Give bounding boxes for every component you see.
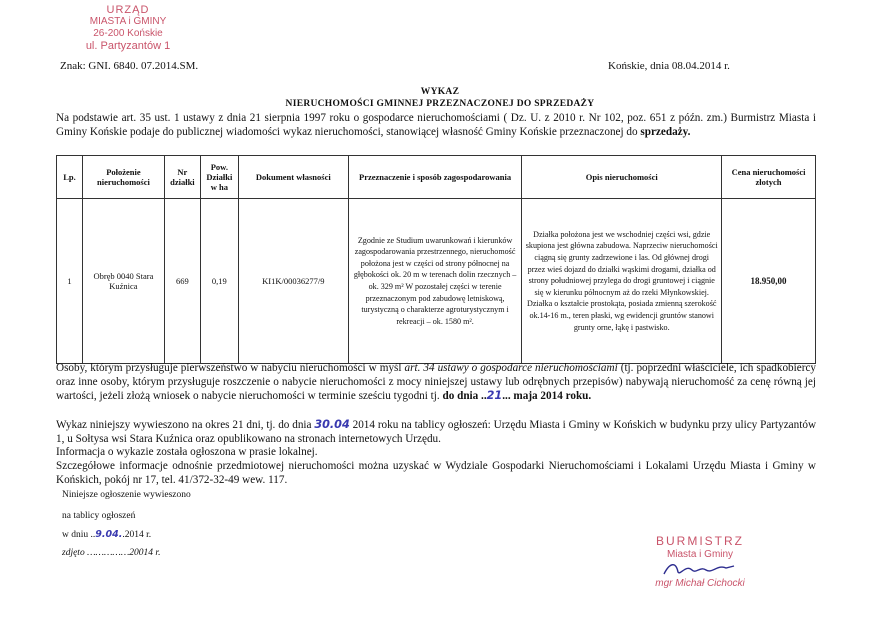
deadline-prefix: do dnia	[442, 390, 479, 402]
intro-bold: sprzedaży.	[640, 125, 691, 138]
press-info: Informacja o wykazie została ogłoszona w prasie lokalnej.	[56, 446, 318, 458]
place-date: Końskie, dnia 08.04.2014 r.	[608, 60, 730, 72]
cell-purpose: Zgodnie ze Studium uwarunkowań i kierunków zagospodarowania przestrzennego, nieruchomość położona jest w części od strony północnej na głębokości ok. 20 m w terenach dolin rzecznych – ok. 329 m² W pozostałej części w terenie przeznaczonym pod zabudowę letniskową, turystyczną o charakterze agroturystycznym i rekreacji – ok. 1580 m².	[348, 199, 522, 364]
cell-plot: 669	[164, 199, 200, 364]
posted-date-prefix: w dniu ..	[62, 530, 96, 540]
stamp-line-4: ul. Partyzantów 1	[85, 40, 171, 52]
preemption-paragraph: Osoby, którym przysługuje pierwszeństwo w nabyciu nieruchomości w myśl art. 34 ustawy o gospodarce nieruchomościami (tj. poprzedni właściciele, ich spadkobiercy oraz inne osoby, którym przysługuje roszczenie o nabycie nieruchomości z mocy niniejszej ustawy lub odrębnych przepisów) nabywają nieruchomość za cenę równą jej wartości, jeżeli złożą wniosek o nabycie nieruchomości w terminie sześciu tygodni tj. do dnia ..21... maja 2014 roku.	[56, 362, 817, 402]
header-area: Pow. Działki w ha	[200, 156, 238, 199]
board-note: na tablicy ogłoszeń	[62, 511, 136, 521]
posting-paragraph	[56, 418, 816, 446]
office-stamp	[58, 4, 198, 52]
intro-paragraph	[56, 112, 816, 139]
deadline-suffix: maja 2014 roku.	[513, 390, 592, 402]
p1-legal-ref: art. 34 ustawy o gospodarce nieruchomościami	[404, 362, 618, 374]
header-purpose: Przeznaczenie i sposób zagospodarowania	[348, 156, 522, 199]
posting-date-handwritten: 30.04	[314, 418, 350, 431]
p2-start: Wykaz niniejszy wywieszono na okres 21 dni, tj. do dnia	[56, 419, 312, 431]
header-description: Opis nieruchomości	[522, 156, 722, 199]
doc-subtitle: NIERUCHOMOŚCI GMINNEJ PRZEZNACZONEJ DO SPRZEDAŻY	[285, 99, 595, 109]
cell-description: Działka położona jest we wschodniej części wsi, gdzie skupiona jest główna zabudowa. Naprzeciw nieruchomości ciągną się grunty zadrzewione i las. Od głównej drogi przez wieś dojazd do działki wąskimi drogami, działka od strony południowej przylega do drogi gruntowej i ciągnie się w kierunku północnym aż do rzeki Młynkowskiej. Działka o kształcie prostokąta, posiada zmienną szerokość ok.14-16 m., teren płaski, wg ewidencji gruntów stanowi grunty orne, łąkę i pastwisko.	[522, 199, 722, 364]
stamp-line-3: 26-200 Końskie	[93, 28, 163, 39]
cell-location: Obręb 0040 Stara Kuźnica	[82, 199, 164, 364]
header-lp: Lp.	[57, 156, 83, 199]
posted-date-suffix: .2014 r.	[122, 530, 152, 540]
signature-title: BURMISTRZ	[656, 534, 744, 548]
contact-paragraph: Szczegółowe informacje odnośnie przedmiotowej nieruchomości można uzyskać w Wydziale Gospodarki Nieruchomościami i Lokalami Urzędu Miasta i Gminy w Końskich, pokój nr 17, tel. 41/372-32-49 wew. 117.	[56, 460, 816, 486]
signature-subtitle: Miasta i Gminy	[666, 549, 734, 560]
header-price: Cena nieruchomości złotych	[722, 156, 816, 199]
cell-document: KI1K/00036277/9	[238, 199, 348, 364]
header-location: Położenie nieruchomości	[82, 156, 164, 199]
table-header-row	[57, 156, 816, 199]
handwritten-signature-icon	[660, 560, 740, 578]
signature-name: mgr Michał Cichocki	[655, 578, 745, 589]
mayor-signature-block	[600, 534, 800, 589]
cell-lp: 1	[57, 199, 83, 364]
p1-start: Osoby, którym przysługuje pierwszeństwo w nabyciu nieruchomości w myśl	[56, 362, 402, 374]
posted-date-line	[62, 529, 151, 540]
doc-title: WYKAZ	[420, 87, 460, 97]
header-plot: Nr działki	[164, 156, 200, 199]
intro-text: Na podstawie art. 35 ust. 1 ustawy z dnia 21 sierpnia 1997 roku o gospodarce nieruchomościami ( Dz. U. z 2010 r. Nr 102, poz. 651 z późn. zm.) Burmistrz Miasta i Gminy Końskie podaje do publicznej wiadomości wykaz nieruchomości, stanowiącej własność Gminy Końskie przeznaczonej do	[56, 112, 816, 138]
stamp-line-1: URZĄD	[106, 4, 150, 16]
reference-number: Znak: GNI. 6840. 07.2014.SM.	[60, 60, 199, 72]
removed-note: zdjęto ……………20014 r.	[62, 548, 161, 558]
posted-note: Niniejsze ogłoszenie wywieszono	[62, 490, 191, 500]
posted-date-handwritten: 9.04.	[95, 529, 123, 540]
cell-price: 18.950,00	[722, 199, 816, 364]
p1-end: (tj. poprzedni właściciele, ich spadkobiercy oraz inne osoby, którym przysługuje roszczenie o nabycie nieruchomości z mocy niniejszej ustawy lub odrębnych przepisów) nabywają nieruchomość za cenę równą jej wartości, jeżeli złożą wniosek o nabycie nieruchomości w terminie sześciu tygodni tj.	[56, 362, 817, 402]
header-document: Dokument własności	[238, 156, 348, 199]
cell-area: 0,19	[200, 199, 238, 364]
p2-end: 2014 roku na tablicy ogłoszeń: Urzędu Miasta i Gminy w Końskich w budynku przy ulicy Partyzantów 1, u Sołtysa wsi Stara Kuźnica oraz opublikowano na stronach internetowych Urzędu.	[56, 419, 817, 445]
property-table	[56, 155, 816, 364]
stamp-line-2: MIASTA i GMINY	[89, 16, 167, 27]
table-row	[57, 199, 816, 364]
deadline-handwritten: 21	[486, 389, 503, 402]
